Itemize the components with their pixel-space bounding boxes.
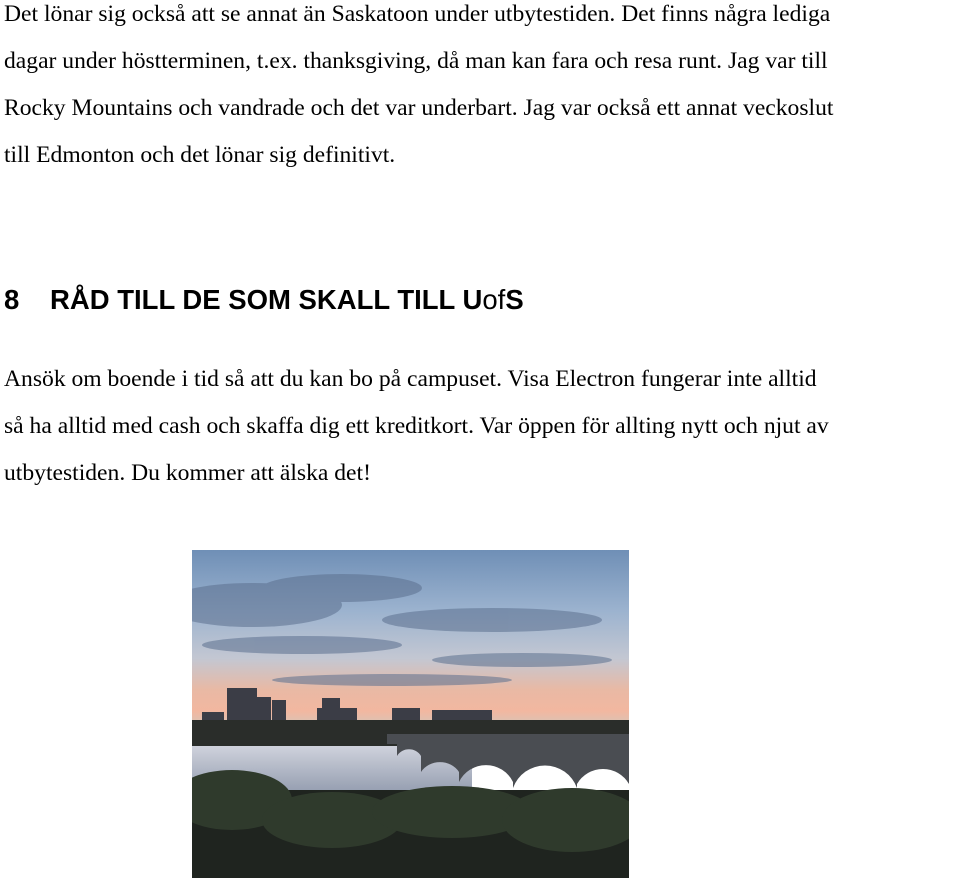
paragraph-line: Ansök om boende i tid så att du kan bo på campuset. Visa Electron fungerar inte alltid: [4, 366, 817, 392]
section-title-end: S: [505, 284, 524, 315]
paragraph-line: dagar under höstterminen, t.ex. thanksgiving, då man kan fara och resa runt. Jag var till: [4, 48, 828, 74]
paragraph-line: Rocky Mountains och vandrade och det var underbart. Jag var också ett annat veckoslut: [4, 95, 834, 121]
section-title-upper: RÅD TILL DE SOM SKALL TILL U: [50, 284, 483, 315]
section-heading: [4, 280, 524, 320]
section-number: 8: [4, 284, 20, 315]
paragraph-travel: [4, 0, 960, 179]
paragraph-advice: [4, 356, 960, 497]
paragraph-line: till Edmonton och det lönar sig definitivt.: [4, 142, 396, 168]
saskatoon-bridge-photo: [192, 550, 629, 878]
paragraph-line: Det lönar sig också att se annat än Saskatoon under utbytestiden. Det finns några lediga: [4, 1, 831, 27]
paragraph-line: utbytestiden. Du kommer att älska det!: [4, 460, 371, 486]
paragraph-line: så ha alltid med cash och skaffa dig ett kreditkort. Var öppen för allting nytt och njut av: [4, 413, 829, 439]
section-title-lower: of: [482, 284, 506, 315]
